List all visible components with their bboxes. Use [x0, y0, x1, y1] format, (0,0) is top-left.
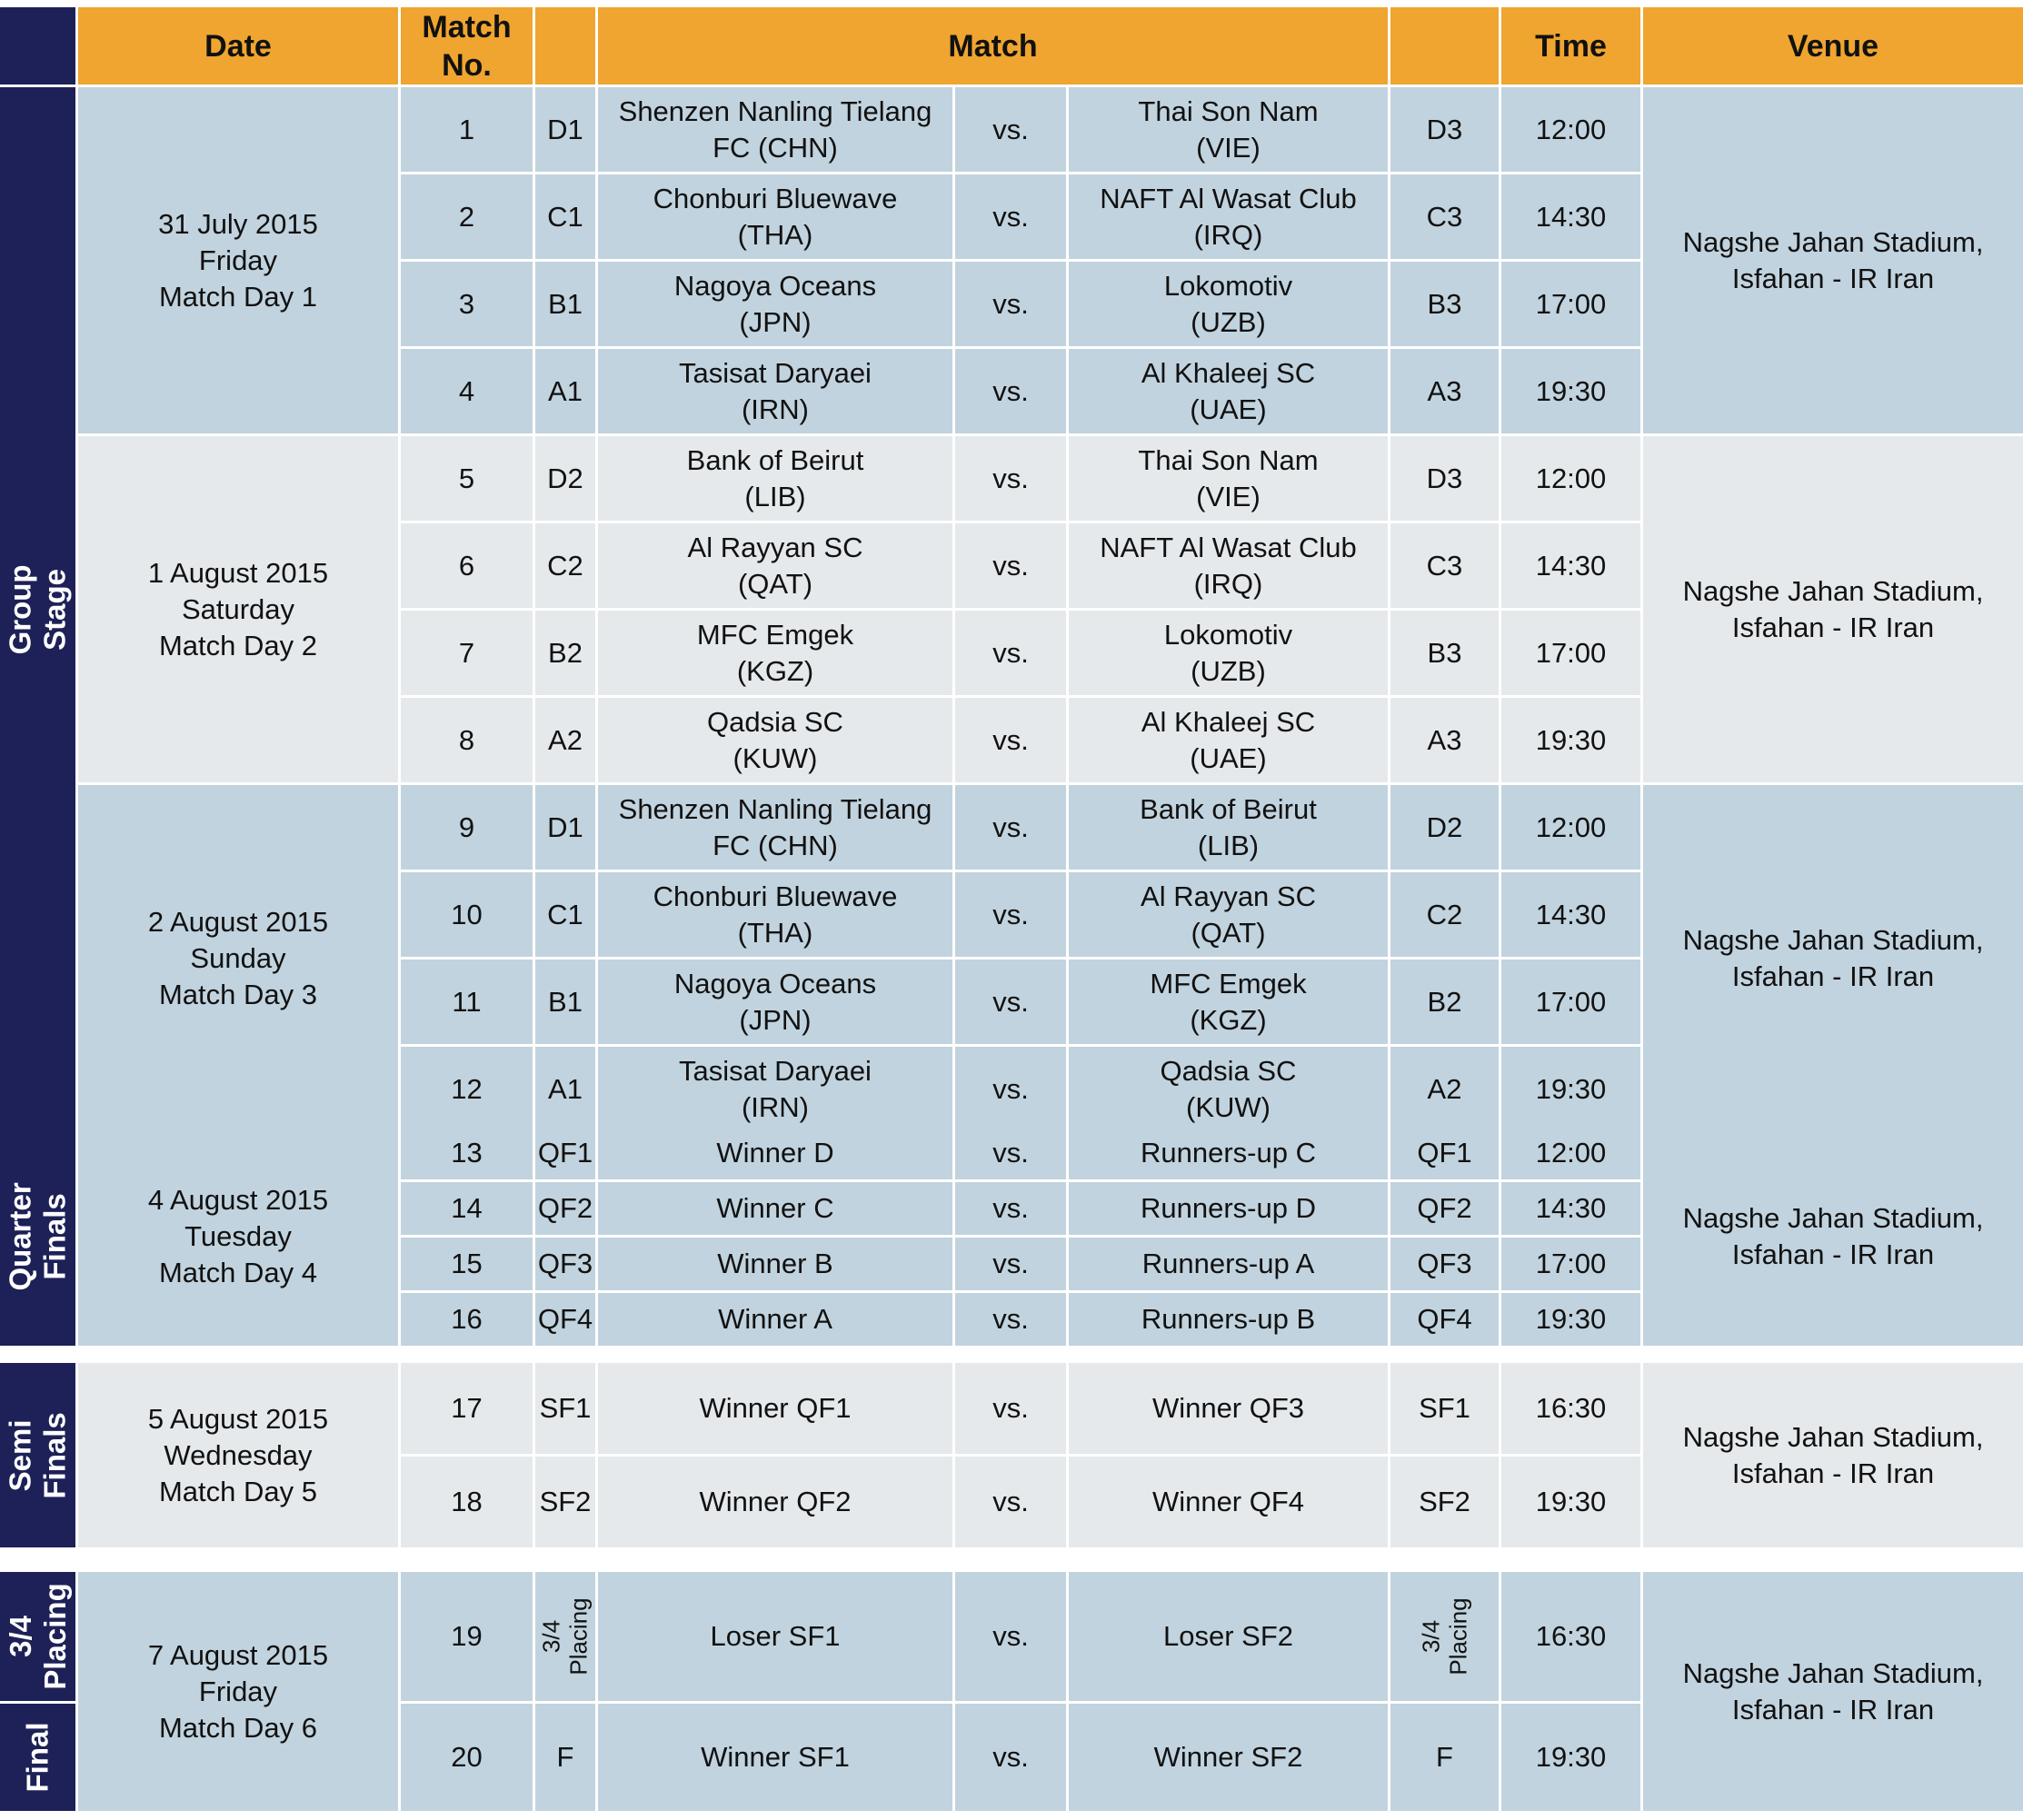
away-team: Bank of Beirut (LIB) [1069, 785, 1388, 870]
versus-label: vs. [955, 1363, 1066, 1454]
versus-label: vs. [955, 872, 1066, 957]
group-code-away: C3 [1390, 523, 1499, 608]
group-code-away: A2 [1390, 1047, 1499, 1131]
group-code-home: QF3 [535, 1238, 595, 1290]
kickoff-time: 12:00 [1501, 1127, 1640, 1179]
versus-label: vs. [955, 785, 1066, 870]
kickoff-time: 14:30 [1501, 174, 1640, 259]
match-number: 20 [401, 1704, 533, 1811]
match-number: 6 [401, 523, 533, 608]
group-code-home: D2 [535, 436, 595, 521]
versus-label: vs. [955, 1127, 1066, 1179]
home-team: Nagoya Oceans (JPN) [598, 960, 952, 1044]
header-code-a [535, 7, 595, 85]
kickoff-time: 17:00 [1501, 262, 1640, 346]
versus-label: vs. [955, 1182, 1066, 1235]
venue-cell: Nagshe Jahan Stadium, Isfahan - IR Iran [1643, 436, 2023, 782]
away-team: Lokomotiv (UZB) [1069, 611, 1388, 695]
group-code-away: QF2 [1390, 1182, 1499, 1235]
home-team: MFC Emgek (KGZ) [598, 611, 952, 695]
away-team: Runners-up A [1069, 1238, 1388, 1290]
match-number: 9 [401, 785, 533, 870]
home-team: Shenzen Nanling Tielang FC (CHN) [598, 785, 952, 870]
group-code-home: A1 [535, 1047, 595, 1131]
venue-cell: Nagshe Jahan Stadium, Isfahan - IR Iran [1643, 87, 2023, 433]
header-time: Time [1501, 7, 1640, 85]
stage-label: Final [0, 1704, 75, 1811]
kickoff-time: 16:30 [1501, 1572, 1640, 1701]
kickoff-time: 19:30 [1501, 698, 1640, 782]
away-team: Al Khaleej SC (UAE) [1069, 698, 1388, 782]
kickoff-time: 14:30 [1501, 523, 1640, 608]
home-team: Shenzen Nanling Tielang FC (CHN) [598, 87, 952, 172]
away-team: Runners-up D [1069, 1182, 1388, 1235]
group-code-away: QF3 [1390, 1238, 1499, 1290]
versus-label: vs. [955, 349, 1066, 433]
group-code-away: D3 [1390, 87, 1499, 172]
group-code-home: C1 [535, 872, 595, 957]
match-number: 16 [401, 1293, 533, 1346]
versus-label: vs. [955, 1457, 1066, 1547]
home-team: Winner QF1 [598, 1363, 952, 1454]
match-number: 18 [401, 1457, 533, 1547]
versus-label: vs. [955, 174, 1066, 259]
match-number: 5 [401, 436, 533, 521]
group-code-home: B2 [535, 611, 595, 695]
group-code-home: B1 [535, 960, 595, 1044]
away-team: Qadsia SC (KUW) [1069, 1047, 1388, 1131]
group-code-home: QF2 [535, 1182, 595, 1235]
group-code-away: SF1 [1390, 1363, 1499, 1454]
group-code-away: A3 [1390, 349, 1499, 433]
match-number: 19 [401, 1572, 533, 1701]
versus-label: vs. [955, 1293, 1066, 1346]
group-code-home: A1 [535, 349, 595, 433]
home-team: Winner SF1 [598, 1704, 952, 1811]
kickoff-time: 17:00 [1501, 611, 1640, 695]
match-number: 4 [401, 349, 533, 433]
away-team: Winner QF4 [1069, 1457, 1388, 1547]
kickoff-time: 14:30 [1501, 1182, 1640, 1235]
home-team: Winner A [598, 1293, 952, 1346]
group-code-home: 3/4 Placing [535, 1572, 595, 1701]
header-date: Date [78, 7, 398, 85]
group-code-away: D3 [1390, 436, 1499, 521]
away-team: Runners-up C [1069, 1127, 1388, 1179]
group-code-home: SF1 [535, 1363, 595, 1454]
match-day-date: 4 August 2015 Tuesday Match Day 4 [78, 1127, 398, 1346]
group-code-away: B3 [1390, 262, 1499, 346]
group-code-away: QF4 [1390, 1293, 1499, 1346]
away-team: NAFT Al Wasat Club (IRQ) [1069, 174, 1388, 259]
group-code-home: F [535, 1704, 595, 1811]
home-team: Tasisat Daryaei (IRN) [598, 1047, 952, 1131]
match-number: 10 [401, 872, 533, 957]
away-team: Thai Son Nam (VIE) [1069, 87, 1388, 172]
versus-label: vs. [955, 523, 1066, 608]
group-code-away: 3/4 Placing [1390, 1572, 1499, 1701]
match-number: 14 [401, 1182, 533, 1235]
kickoff-time: 16:30 [1501, 1363, 1640, 1454]
stage-label: Group Stage [0, 87, 75, 1131]
kickoff-time: 19:30 [1501, 349, 1640, 433]
group-code-home: QF4 [535, 1293, 595, 1346]
versus-label: vs. [955, 87, 1066, 172]
group-code-away: F [1390, 1704, 1499, 1811]
group-code-away: B2 [1390, 960, 1499, 1044]
home-team: Nagoya Oceans (JPN) [598, 262, 952, 346]
home-team: Winner B [598, 1238, 952, 1290]
match-day-date: 5 August 2015 Wednesday Match Day 5 [78, 1363, 398, 1547]
match-number: 1 [401, 87, 533, 172]
header-code-b [1390, 7, 1499, 85]
home-team: Al Rayyan SC (QAT) [598, 523, 952, 608]
match-number: 13 [401, 1127, 533, 1179]
group-code-home: SF2 [535, 1457, 595, 1547]
group-code-away: B3 [1390, 611, 1499, 695]
group-code-home: D1 [535, 785, 595, 870]
match-number: 7 [401, 611, 533, 695]
group-code-home: QF1 [535, 1127, 595, 1179]
stage-label: Quarter Finals [0, 1127, 75, 1346]
home-team: Chonburi Bluewave (THA) [598, 872, 952, 957]
group-code-away: D2 [1390, 785, 1499, 870]
venue-cell: Nagshe Jahan Stadium, Isfahan - IR Iran [1643, 785, 2023, 1131]
stage-label: 3/4 Placing [0, 1572, 75, 1701]
match-number: 2 [401, 174, 533, 259]
kickoff-time: 14:30 [1501, 872, 1640, 957]
away-team: NAFT Al Wasat Club (IRQ) [1069, 523, 1388, 608]
header-venue: Venue [1643, 7, 2023, 85]
venue-cell: Nagshe Jahan Stadium, Isfahan - IR Iran [1643, 1363, 2023, 1547]
home-team: Winner D [598, 1127, 952, 1179]
group-code-away: C2 [1390, 872, 1499, 957]
match-day-date: 31 July 2015 Friday Match Day 1 [78, 87, 398, 433]
match-day-date: 7 August 2015 Friday Match Day 6 [78, 1572, 398, 1811]
match-day-date: 2 August 2015 Sunday Match Day 3 [78, 785, 398, 1131]
away-team: Al Khaleej SC (UAE) [1069, 349, 1388, 433]
group-code-home: B1 [535, 262, 595, 346]
home-team: Loser SF1 [598, 1572, 952, 1701]
kickoff-time: 17:00 [1501, 960, 1640, 1044]
home-team: Bank of Beirut (LIB) [598, 436, 952, 521]
versus-label: vs. [955, 1238, 1066, 1290]
match-number: 17 [401, 1363, 533, 1454]
group-code-away: SF2 [1390, 1457, 1499, 1547]
venue-cell: Nagshe Jahan Stadium, Isfahan - IR Iran [1643, 1572, 2023, 1811]
home-team: Tasisat Daryaei (IRN) [598, 349, 952, 433]
group-code-away: C3 [1390, 174, 1499, 259]
kickoff-time: 19:30 [1501, 1704, 1640, 1811]
group-code-home: D1 [535, 87, 595, 172]
kickoff-time: 19:30 [1501, 1293, 1640, 1346]
away-team: Thai Son Nam (VIE) [1069, 436, 1388, 521]
away-team: Al Rayyan SC (QAT) [1069, 872, 1388, 957]
kickoff-time: 17:00 [1501, 1238, 1640, 1290]
kickoff-time: 19:30 [1501, 1047, 1640, 1131]
home-team: Winner C [598, 1182, 952, 1235]
venue-cell: Nagshe Jahan Stadium, Isfahan - IR Iran [1643, 1127, 2023, 1346]
away-team: Loser SF2 [1069, 1572, 1388, 1701]
away-team: Winner QF3 [1069, 1363, 1388, 1454]
match-day-date: 1 August 2015 Saturday Match Day 2 [78, 436, 398, 782]
match-number: 15 [401, 1238, 533, 1290]
header-corner [0, 7, 75, 85]
header-match: Match [598, 7, 1388, 85]
versus-label: vs. [955, 1572, 1066, 1701]
home-team: Qadsia SC (KUW) [598, 698, 952, 782]
versus-label: vs. [955, 262, 1066, 346]
group-code-home: A2 [535, 698, 595, 782]
match-number: 3 [401, 262, 533, 346]
group-code-away: QF1 [1390, 1127, 1499, 1179]
away-team: Lokomotiv (UZB) [1069, 262, 1388, 346]
away-team: Winner SF2 [1069, 1704, 1388, 1811]
versus-label: vs. [955, 1704, 1066, 1811]
versus-label: vs. [955, 1047, 1066, 1131]
away-team: Runners-up B [1069, 1293, 1388, 1346]
home-team: Chonburi Bluewave (THA) [598, 174, 952, 259]
group-code-away: A3 [1390, 698, 1499, 782]
group-code-home: C2 [535, 523, 595, 608]
kickoff-time: 19:30 [1501, 1457, 1640, 1547]
group-code-home: C1 [535, 174, 595, 259]
stage-label: Semi Finals [0, 1363, 75, 1547]
match-number: 11 [401, 960, 533, 1044]
versus-label: vs. [955, 698, 1066, 782]
versus-label: vs. [955, 611, 1066, 695]
versus-label: vs. [955, 436, 1066, 521]
kickoff-time: 12:00 [1501, 785, 1640, 870]
match-number: 8 [401, 698, 533, 782]
versus-label: vs. [955, 960, 1066, 1044]
kickoff-time: 12:00 [1501, 87, 1640, 172]
match-number: 12 [401, 1047, 533, 1131]
header-match-no: Match No. [401, 7, 533, 85]
kickoff-time: 12:00 [1501, 436, 1640, 521]
home-team: Winner QF2 [598, 1457, 952, 1547]
away-team: MFC Emgek (KGZ) [1069, 960, 1388, 1044]
